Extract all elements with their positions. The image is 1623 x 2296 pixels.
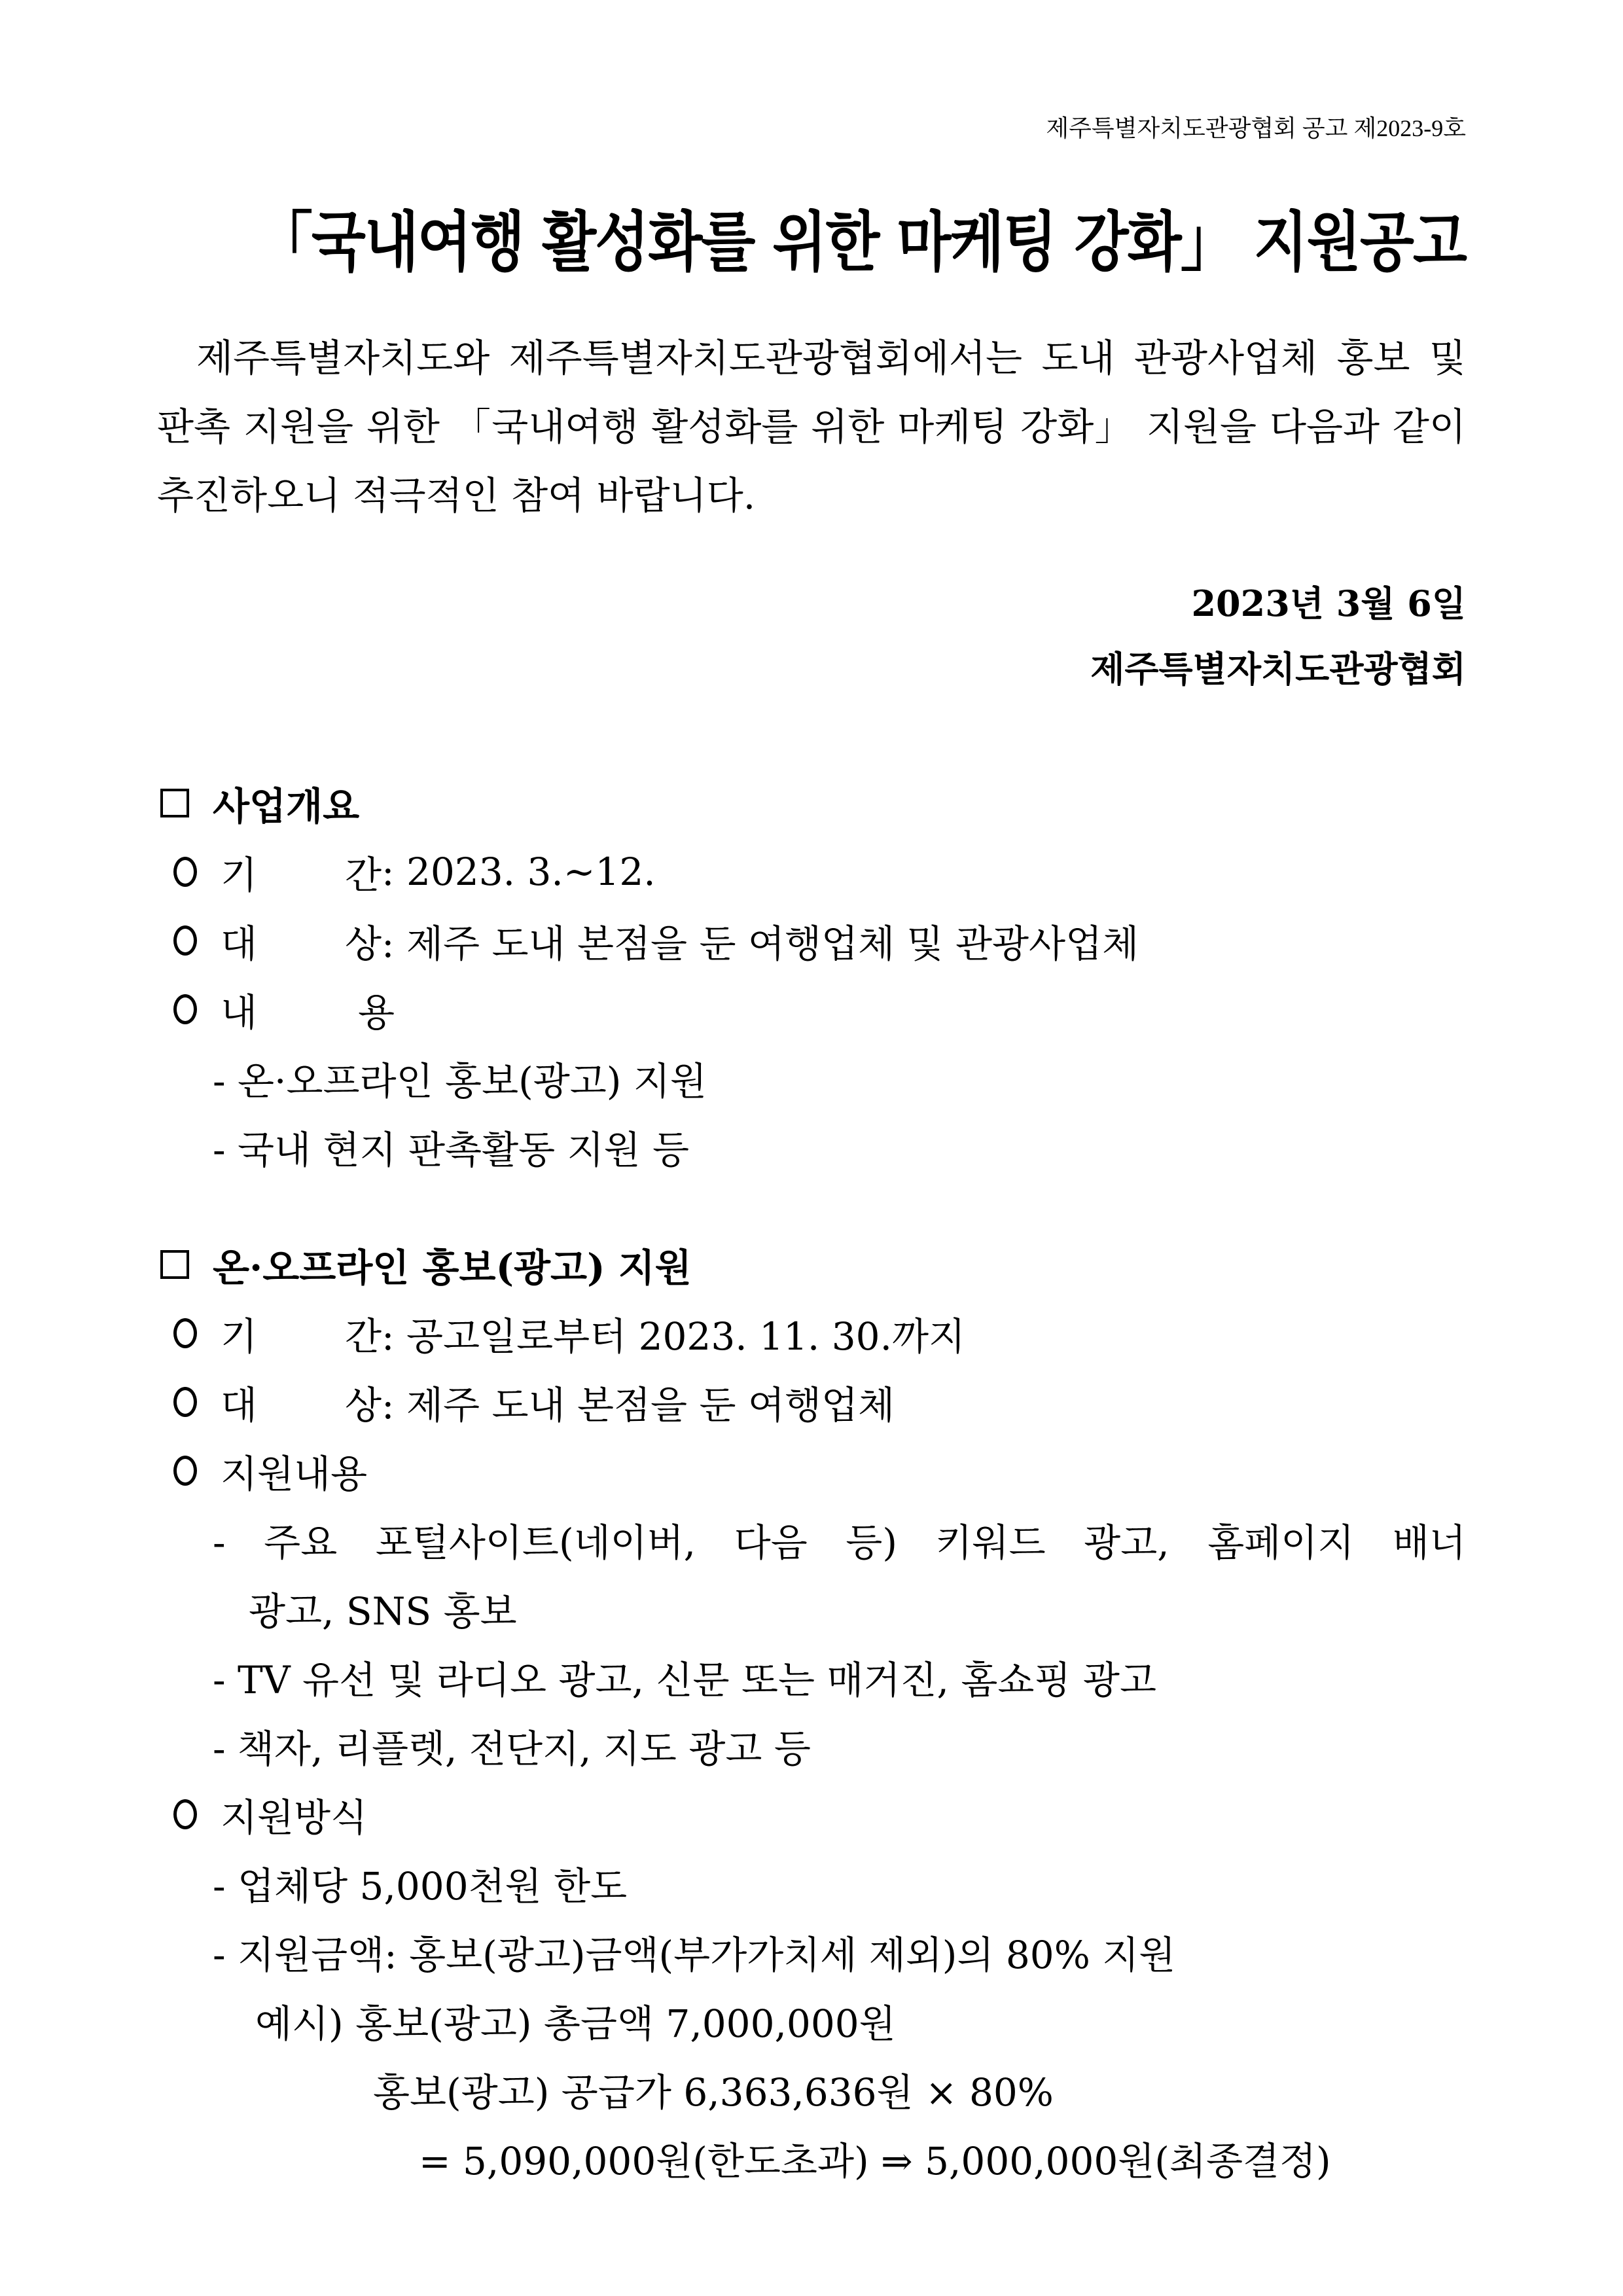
item-label-first-char: 대: [221, 922, 258, 966]
overview-target: [173, 913, 1139, 968]
item-value: : 제주 도내 본점을 둔 여행업체: [382, 1383, 895, 1427]
circle-bullet-icon: [173, 1456, 197, 1486]
section-heading-promotion: [160, 1237, 692, 1292]
item-value: : 2023. 3.~12.: [382, 850, 656, 894]
item-label: 지원내용: [221, 1452, 368, 1496]
item-label-last-char: 간: [345, 1314, 382, 1359]
overview-period: [173, 844, 656, 899]
issuing-organization: 제주특별자치도관광협회: [1090, 648, 1466, 690]
section-title: 온·오프라인 홍보(광고) 지원: [213, 1246, 692, 1290]
support-content-continuation: 광고, SNS 홍보: [249, 1589, 517, 1634]
support-method-bullet: - 업체당 5,000천원 한도: [213, 1864, 628, 1909]
promotion-period: [173, 1306, 965, 1361]
item-label-last-char: 상: [345, 1383, 382, 1427]
circle-bullet-icon: [173, 994, 197, 1024]
circle-bullet-icon: [173, 857, 197, 887]
example-line-result: = 5,090,000원(한도초과) ⇒ 5,000,000원(최종결정): [419, 2139, 1331, 2183]
example-line-total: 예시) 홍보(광고) 총금액 7,000,000원: [255, 2001, 896, 2046]
example-line-supply-price: 홍보(광고) 공급가 6,363,636원 × 80%: [373, 2070, 1054, 2115]
announcement-date: 2023년 3월 6일: [1191, 583, 1466, 624]
item-label-last-char: 간: [345, 853, 382, 897]
item-label-last-char: 용: [358, 990, 395, 1035]
item-label-last-char: 상: [345, 922, 382, 966]
overview-bullet: - 온·오프라인 홍보(광고) 지원: [213, 1059, 707, 1103]
intro-text: 제주특별자치도와 제주특별자치도관광협회에서는 도내 관광사업체 홍보 및 판촉 지원을 위한 「국내여행 활성화를 위한 마케팅 강화」 지원을 다음과 같이 추진하오니 적극적인 참여 바랍니다.: [157, 336, 1466, 518]
overview-bullet: - 국내 현지 판촉활동 지원 등: [213, 1128, 690, 1172]
item-label-first-char: 내: [221, 990, 258, 1035]
support-content-bullet: - 책자, 리플렛, 전단지, 지도 광고 등: [213, 1727, 811, 1771]
item-label-first-char: 대: [221, 1383, 258, 1427]
section-heading-overview: [160, 776, 359, 831]
overview-content: [173, 982, 395, 1037]
section-title: 사업개요: [213, 784, 360, 829]
item-label-first-char: 기: [221, 853, 258, 897]
item-label-first-char: 기: [221, 1314, 258, 1359]
circle-bullet-icon: [173, 1318, 197, 1348]
support-content-bullet: - TV 유선 및 라디오 광고, 신문 또는 매거진, 홈쇼핑 광고: [213, 1658, 1156, 1702]
intro-paragraph: [157, 324, 1466, 530]
checkbox-square-icon: [160, 789, 189, 817]
page-title: 「국내여행 활성화를 위한 마케팅 강화」 지원공고: [256, 205, 1466, 280]
item-value: : 제주 도내 본점을 둔 여행업체 및 관광사업체: [382, 922, 1139, 966]
circle-bullet-icon: [173, 1387, 197, 1417]
document-number: 제주특별자치도관광협회 공고 제2023-9호: [1046, 115, 1466, 141]
support-content-bullet: - 주요 포털사이트(네이버, 다음 등) 키워드 광고, 홈페이지 배너: [213, 1520, 1466, 1565]
support-method-bullet: - 지원금액: 홍보(광고)금액(부가가치세 제외)의 80% 지원: [213, 1933, 1176, 1977]
checkbox-square-icon: [160, 1250, 189, 1279]
item-label: 지원방식: [221, 1795, 368, 1840]
item-value: : 공고일로부터 2023. 11. 30.까지: [382, 1314, 966, 1359]
promotion-target: [173, 1374, 895, 1429]
promotion-support-content-heading: [173, 1443, 367, 1498]
promotion-support-method-heading: [173, 1787, 367, 1842]
circle-bullet-icon: [173, 1799, 197, 1829]
circle-bullet-icon: [173, 925, 197, 956]
